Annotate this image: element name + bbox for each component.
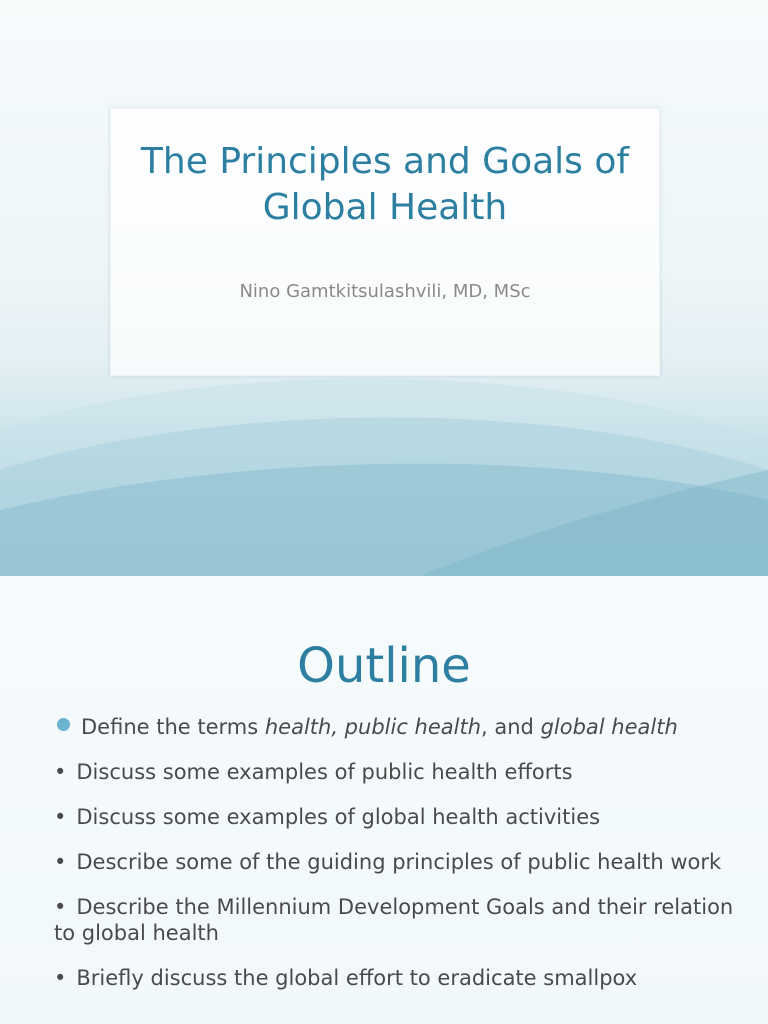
bullet-icon: •	[54, 895, 67, 919]
list-item	[54, 804, 734, 830]
bullet-icon: •	[54, 805, 67, 829]
list-item	[54, 965, 734, 991]
bullet-term: health, public health	[264, 715, 482, 739]
slide-subtitle: Nino Gamtkitsulashvili, MD, MSc	[239, 281, 531, 302]
list-item	[54, 849, 734, 875]
bullet-text: , and	[481, 715, 541, 739]
title-line-1: The Principles and Goals of	[140, 141, 630, 182]
bullet-text: Discuss some examples of public health efforts	[76, 760, 573, 784]
bullet-text: Briefly discuss the global effort to eradicate smallpox	[76, 966, 638, 990]
slide-title	[111, 139, 659, 231]
bullet-text: Discuss some examples of global health activities	[76, 805, 601, 829]
title-box	[110, 108, 660, 376]
bullet-text: Describe some of the guiding principles of public health work	[76, 850, 722, 874]
list-item	[54, 714, 734, 740]
bullet-text: Describe the Millennium Development Goals and their relation to global health	[54, 895, 734, 945]
outline-slide	[0, 576, 768, 1024]
bullet-term: global health	[540, 715, 678, 739]
outline-title: Outline	[297, 638, 471, 694]
list-item	[54, 759, 734, 785]
bullet-dot-icon	[57, 718, 70, 731]
bullet-icon: •	[54, 850, 67, 874]
list-item	[54, 894, 734, 946]
outline-list	[54, 714, 734, 1010]
bullet-text: Define the terms	[81, 715, 265, 739]
bullet-icon: •	[54, 760, 67, 784]
bullet-icon: •	[54, 966, 67, 990]
title-line-2: Global Health	[262, 187, 508, 228]
